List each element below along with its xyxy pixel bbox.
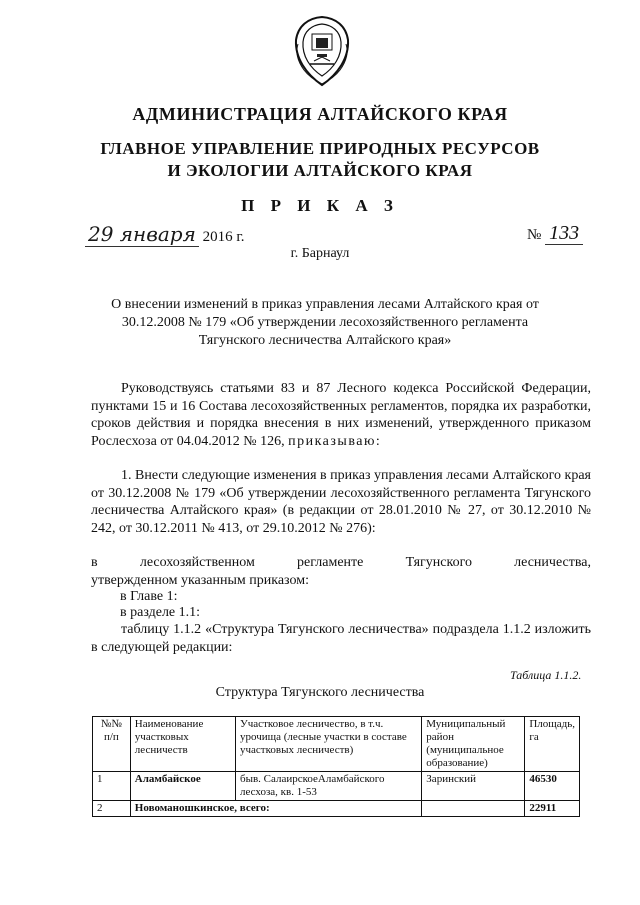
number-prefix: № <box>527 227 542 243</box>
reg-word: лесохозяйственном <box>139 555 255 570</box>
paragraph-item-1: 1. Внести следующие изменения в приказ управления лесами Алтайского края от 30.12.2008 № 179 «Об утверждении лесохозяйственного регламента Тягунского лесничества Алтайского края» (в редакции от 28.01.2010 № 27, от 30.12.2010 № 242, от 30.12.2011 № 413, от 29.10.2012 № 276): <box>91 468 591 536</box>
order-word: приказываю: <box>288 433 382 449</box>
table-header-row <box>93 717 580 772</box>
section-line: в разделе 1.1: <box>120 605 201 620</box>
header-cell: Площадь, га <box>525 717 580 772</box>
header-cell: Участковое лесничество, в т.ч. урочища (лесные участки в составе участковых лесничеств) <box>235 717 421 772</box>
basis-text: Руководствуясь статьями 83 и 87 Лесного кодекса Российской Федерации, пунктами 15 и 16 Состава лесохозяйственных регламентов, порядка их разработки, сроков действия и порядка внесения в них изменений, утвержденного приказом Рослесхоза от 04.04.2012 № 126, <box>91 381 591 449</box>
table-cell: 2 <box>93 801 131 817</box>
table-title: Структура Тягунского лесничества <box>215 685 425 700</box>
order-date <box>85 222 245 246</box>
table-row <box>93 772 580 801</box>
reg-word: в <box>91 555 98 570</box>
header-cell: Муниципальный район (муниципальное образование) <box>422 717 525 772</box>
handwritten-date: 29 января <box>85 222 199 247</box>
paragraph-basis <box>91 380 591 450</box>
dept-title-line1: ГЛАВНОЕ УПРАВЛЕНИЕ ПРИРОДНЫХ РЕСУРСОВ <box>100 139 540 158</box>
order-subject: О внесении изменений в приказ управления лесами Алтайского края от 30.12.2008 № 179 «Об утверждении лесохозяйственного регламента Тягунского лесничества Алтайского края» <box>111 297 539 348</box>
table-cell <box>422 801 525 817</box>
reg-word: Тягунского <box>405 555 472 570</box>
paragraph-regulation <box>91 554 591 589</box>
date-year: 2016 г. <box>202 229 245 245</box>
table-cell: 46530 <box>525 772 580 801</box>
coat-of-arms-emblem <box>290 14 354 88</box>
table-caption: Таблица 1.1.2. <box>510 668 582 682</box>
handwritten-number: 133 <box>545 222 583 245</box>
reg-word: регламенте <box>297 555 364 570</box>
table-row <box>93 801 580 817</box>
doc-type: П Р И К А З <box>241 196 399 215</box>
table-cell: Новоманошкинское, всего: <box>130 801 422 817</box>
paragraph-table-instruction: таблицу 1.1.2 «Структура Тягунского лесничества» подраздела 1.1.2 изложить в следующей редакции: <box>91 622 591 655</box>
table-cell: Заринский <box>422 772 525 801</box>
reg-line-2: утвержденном указанным приказом: <box>91 572 309 588</box>
header-cell: Наименование участковых лесничеств <box>130 717 235 772</box>
city: г. Барнаул <box>290 246 350 261</box>
org-title: АДМИНИСТРАЦИЯ АЛТАЙСКОГО КРАЯ <box>132 104 508 124</box>
table-cell: быв. СалаирскоеАламбайского лесхоза, кв. 1-53 <box>235 772 421 801</box>
dept-title-line2: И ЭКОЛОГИИ АЛТАЙСКОГО КРАЯ <box>167 161 473 180</box>
structure-table <box>92 716 580 817</box>
table-cell: 1 <box>93 772 131 801</box>
reg-word: лесничества, <box>514 555 591 570</box>
header-cell: №№ п/п <box>93 717 131 772</box>
chapter-line: в Главе 1: <box>120 589 178 604</box>
table-cell: Аламбайское <box>130 772 235 801</box>
order-number <box>527 222 583 245</box>
table-cell: 22911 <box>525 801 580 817</box>
